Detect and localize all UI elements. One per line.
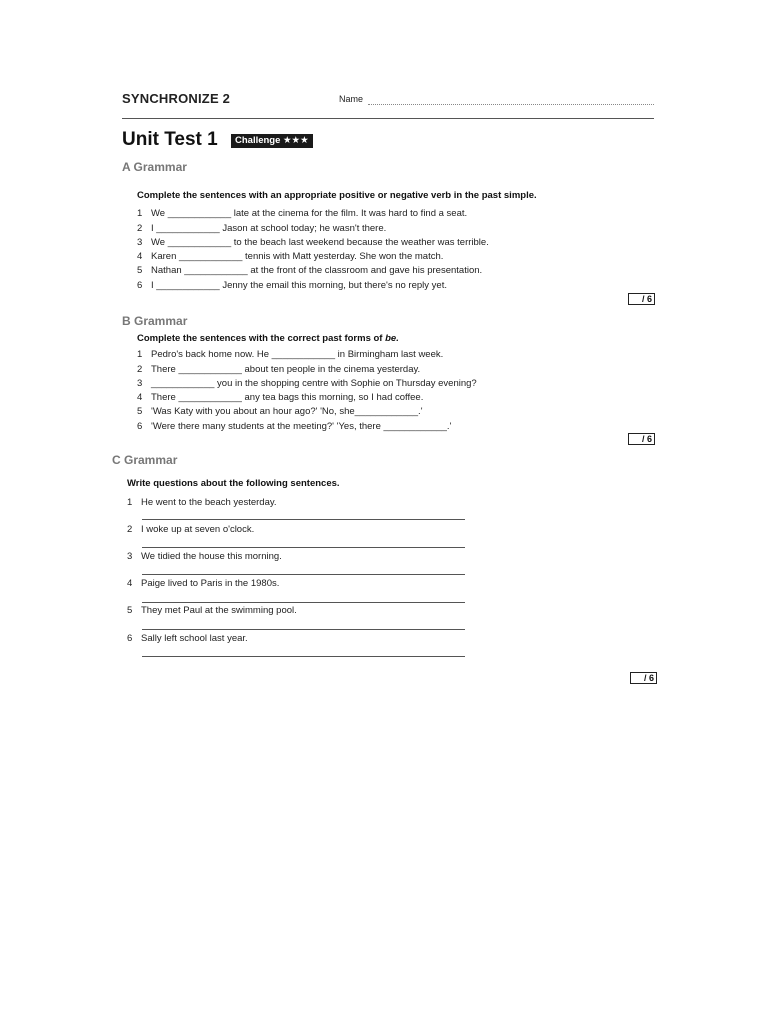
item-text: We ____________ to the beach last weekend because the weather was terrible. xyxy=(151,237,489,248)
section-b-item xyxy=(137,392,423,403)
name-field-line xyxy=(368,104,654,105)
item-text: I ____________ Jason at school today; he wasn't there. xyxy=(151,223,387,234)
answer-line[interactable] xyxy=(142,656,465,657)
section-c-item xyxy=(127,633,248,644)
item-number: 2 xyxy=(137,364,143,375)
item-text: I ____________ Jenny the email this morning, but there's no reply yet. xyxy=(151,280,447,291)
section-b-item xyxy=(137,349,443,360)
item-text: 'Was Katy with you about an hour ago?' 'No, she____________.' xyxy=(151,406,423,417)
item-number: 1 xyxy=(137,208,143,219)
section-c-heading: C Grammar xyxy=(112,453,178,467)
item-number: 3 xyxy=(137,237,143,248)
answer-line[interactable] xyxy=(142,629,465,630)
section-a-score-box: / 6 xyxy=(628,293,655,305)
section-a-item xyxy=(137,223,386,234)
section-c-item xyxy=(127,578,279,589)
instruction-emphasis: be. xyxy=(385,333,399,344)
item-text: Paige lived to Paris in the 1980s. xyxy=(141,578,280,589)
section-c-item xyxy=(127,551,282,562)
item-number: 4 xyxy=(137,251,143,262)
section-a-instruction: Complete the sentences with an appropriate positive or negative verb in the past simple. xyxy=(137,190,537,201)
instruction-text: Complete the sentences with the correct past forms of xyxy=(137,333,386,344)
section-a-heading: A Grammar xyxy=(122,160,187,174)
item-number: 2 xyxy=(137,223,143,234)
section-c-item xyxy=(127,605,297,616)
item-text: There ____________ about ten people in the cinema yesterday. xyxy=(151,364,421,375)
section-b-heading: B Grammar xyxy=(122,314,188,328)
item-text: Nathan ____________ at the front of the classroom and gave his presentation. xyxy=(151,265,483,276)
challenge-badge: Challenge ★★★ xyxy=(231,134,313,148)
answer-line[interactable] xyxy=(142,547,465,548)
section-b-item xyxy=(137,364,420,375)
item-number: 1 xyxy=(137,349,143,360)
section-a-item xyxy=(137,251,443,262)
item-number: 4 xyxy=(127,578,133,589)
item-number: 3 xyxy=(127,551,133,562)
item-number: 6 xyxy=(127,633,133,644)
item-number: 5 xyxy=(137,406,143,417)
item-text: They met Paul at the swimming pool. xyxy=(141,605,297,616)
section-c-item xyxy=(127,524,254,535)
section-b-item xyxy=(137,421,451,432)
section-b-item xyxy=(137,378,477,389)
item-text: Pedro's back home now. He ____________ in Birmingham last week. xyxy=(151,349,444,360)
item-number: 4 xyxy=(137,392,143,403)
item-text: We tidied the house this morning. xyxy=(141,551,282,562)
item-number: 6 xyxy=(137,280,143,291)
section-b-item xyxy=(137,406,423,417)
item-text: I woke up at seven o'clock. xyxy=(141,524,255,535)
item-text: ____________ you in the shopping centre with Sophie on Thursday evening? xyxy=(151,378,477,389)
section-b-score-box: / 6 xyxy=(628,433,655,445)
item-number: 5 xyxy=(137,265,143,276)
name-label: Name xyxy=(339,94,364,104)
section-c-instruction: Write questions about the following sentences. xyxy=(127,478,340,489)
answer-line[interactable] xyxy=(142,519,465,520)
section-a-item xyxy=(137,237,489,248)
item-text: We ____________ late at the cinema for the film. It was hard to find a seat. xyxy=(151,208,468,219)
item-number: 1 xyxy=(127,497,133,508)
item-text: 'Were there many students at the meeting?' 'Yes, there ____________.' xyxy=(151,421,452,432)
item-text: Karen ____________ tennis with Matt yesterday. She won the match. xyxy=(151,251,444,262)
item-text: He went to the beach yesterday. xyxy=(141,497,277,508)
section-a-item xyxy=(137,265,482,276)
header-rule xyxy=(122,118,654,119)
item-number: 3 xyxy=(137,378,143,389)
item-number: 2 xyxy=(127,524,133,535)
section-a-item xyxy=(137,280,447,291)
section-b-instruction xyxy=(137,333,399,344)
item-text: Sally left school last year. xyxy=(141,633,248,644)
answer-line[interactable] xyxy=(142,574,465,575)
section-a-item xyxy=(137,208,467,219)
section-c-item xyxy=(127,497,277,508)
answer-line[interactable] xyxy=(142,602,465,603)
item-number: 6 xyxy=(137,421,143,432)
item-text: There ____________ any tea bags this morning, so I had coffee. xyxy=(151,392,424,403)
page-title: Unit Test 1 xyxy=(122,129,218,150)
item-number: 5 xyxy=(127,605,133,616)
brand-logo: SYNCHRONIZE 2 xyxy=(122,91,231,106)
section-c-score-box: / 6 xyxy=(630,672,657,684)
